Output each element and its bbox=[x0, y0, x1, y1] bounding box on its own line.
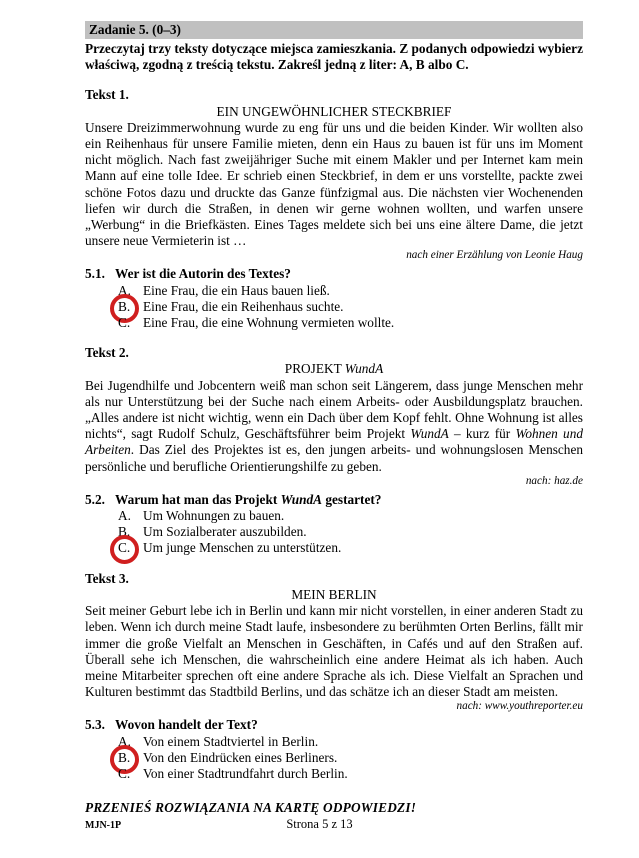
option-text: Von den Eindrücken eines Berliners. bbox=[143, 749, 338, 765]
option-text: Eine Frau, die ein Reihenhaus suchte. bbox=[143, 298, 344, 314]
option-letter: A. bbox=[118, 733, 131, 749]
answer-option bbox=[85, 315, 583, 331]
question-5-1 bbox=[85, 266, 583, 331]
question-number: 5.3. bbox=[85, 717, 105, 733]
option-letter-circled: C. bbox=[118, 540, 143, 556]
text-body: Unsere Dreizimmerwohnung wurde zu eng für uns und die beiden Kinder. Wir wollten also ein Reihenhaus für unsere Familie mieten, denn ein Haus zu bauen ist für uns im Moment nicht möglich. Nach fast zweijähriger Suche mit einem Makler und per Internet kam mein Mann auf eine tolle Idee. Er schrieb einen Steckbrief, in dem er uns vorstellte, packte zwei schöne Fotos dazu und druckte das Ganze fünfzigmal aus. Die nächsten vier Wochenenden liefen wir durch die Straßen, in denen wir gerne wohnen wollten, und warfen unsere „Werbung“ in die Briefkästen. Eines Tages meldete sich bei uns eine ältere Dame, die jetzt unsere neue Vermieterin ist … bbox=[85, 119, 583, 249]
answer-options bbox=[85, 508, 583, 557]
question-5-2 bbox=[85, 492, 583, 557]
question-text: Warum hat man das Projekt WundA gestartet? bbox=[115, 491, 382, 507]
option-text: Um junge Menschen zu unterstützen. bbox=[143, 540, 342, 556]
question-number: 5.1. bbox=[85, 266, 105, 282]
question-line bbox=[85, 492, 583, 508]
text-block-1 bbox=[85, 87, 583, 262]
question-number: 5.2. bbox=[85, 491, 105, 507]
text-source: nach: www.youthreporter.eu bbox=[456, 700, 583, 713]
option-letter: A. bbox=[118, 508, 131, 524]
page-content bbox=[85, 21, 583, 816]
option-letter: B. bbox=[118, 524, 131, 540]
text-source: nach: haz.de bbox=[525, 474, 583, 487]
text-block-3 bbox=[85, 571, 583, 714]
question-text: Wer ist die Autorin des Textes? bbox=[115, 266, 291, 282]
option-text: Von einem Stadtviertel in Berlin. bbox=[143, 733, 319, 749]
question-line bbox=[85, 717, 583, 733]
option-letter-circled: B. bbox=[118, 299, 143, 315]
answer-option bbox=[85, 750, 583, 766]
answer-option bbox=[85, 540, 583, 556]
text-block-2 bbox=[85, 345, 583, 488]
exam-sheet-code: MJN-1P bbox=[85, 820, 122, 831]
page-number: Strona 5 z 13 bbox=[286, 817, 353, 831]
option-letter: C. bbox=[118, 315, 131, 331]
task-header: Zadanie 5. (0–3) bbox=[85, 21, 583, 39]
option-text: Von einer Stadtrundfahrt durch Berlin. bbox=[143, 765, 348, 781]
answer-option bbox=[85, 524, 583, 540]
option-letter: A. bbox=[118, 282, 131, 298]
task-instruction: Przeczytaj trzy teksty dotyczące miejsca zamieszkania. Z podanych odpowiedzi wybierz właściwą, zgodną z treścią tekstu. Zakreśl jedną z liter: A, B albo C. bbox=[85, 41, 583, 73]
text-label: Tekst 2. bbox=[85, 345, 129, 361]
transfer-answers-note: PRZENIEŚ ROZWIĄZANIA NA KARTĘ ODPOWIEDZI! bbox=[85, 800, 417, 816]
page-footer bbox=[0, 816, 639, 832]
answer-option bbox=[85, 283, 583, 299]
text-title: MEIN BERLIN bbox=[291, 586, 377, 602]
text-label: Tekst 3. bbox=[85, 570, 129, 586]
text-title: PROJEKT WundA bbox=[284, 361, 384, 377]
answer-option bbox=[85, 734, 583, 750]
text-body: Bei Jugendhilfe und Jobcentern weiß man schon seit Längerem, dass junge Menschen mehr als nur Unterstützung bei der Suche nach einem Arbeits- oder Ausbildungsplatz brauchen. „Alles andere ist nicht wichtig, wenn ein Dach über dem Kopf fehlt. Ohne Wohnung ist alles nichts“, sagt Rudolf Schulz, Geschäftsführer beim Projekt WundA – kurz für Wohnen und Arbeiten. Das Ziel des Projektes ist es, den jungen arbeits- und wohnungslosen Menschen persönliche und berufliche Orientierungshilfe zu geben. bbox=[85, 377, 583, 474]
option-letter: C. bbox=[118, 765, 131, 781]
answer-option bbox=[85, 508, 583, 524]
question-5-3 bbox=[85, 717, 583, 782]
answer-option bbox=[85, 299, 583, 315]
option-letter-circled: B. bbox=[118, 750, 143, 766]
answer-options bbox=[85, 283, 583, 332]
option-text: Um Wohnungen zu bauen. bbox=[143, 508, 285, 524]
option-text: Eine Frau, die ein Haus bauen ließ. bbox=[143, 282, 330, 298]
option-text: Um Sozialberater auszubilden. bbox=[143, 524, 307, 540]
text-label: Tekst 1. bbox=[85, 87, 129, 103]
answer-options bbox=[85, 734, 583, 783]
text-source: nach einer Erzählung von Leonie Haug bbox=[406, 249, 583, 262]
text-body: Seit meiner Geburt lebe ich in Berlin und kann mir nicht vorstellen, in einer anderen Stadt zu leben. Wenn ich durch meine Stadt laufe, insbesondere zu berühmten Orten Berlins, fällt mir immer die große Vielfalt an Menschen in Geschäften, in Cafés und auf den Straßen auf. Überall sehe ich Menschen, die wahrscheinlich eine andere Heimat als ich haben. Auch meine Mitarbeiter sprechen oft eine andere Sprache als ich. Diese Vielfalt an Sprachen und Kulturen bestimmt das Stadtbild Berlins, und das schätze ich an dieser Stadt am meisten. bbox=[85, 603, 583, 700]
text-title: EIN UNGEWÖHNLICHER STECKBRIEF bbox=[216, 103, 452, 119]
option-text: Eine Frau, die eine Wohnung vermieten wollte. bbox=[143, 315, 395, 331]
question-line bbox=[85, 266, 583, 282]
answer-option bbox=[85, 766, 583, 782]
question-text: Wovon handelt der Text? bbox=[115, 717, 258, 733]
